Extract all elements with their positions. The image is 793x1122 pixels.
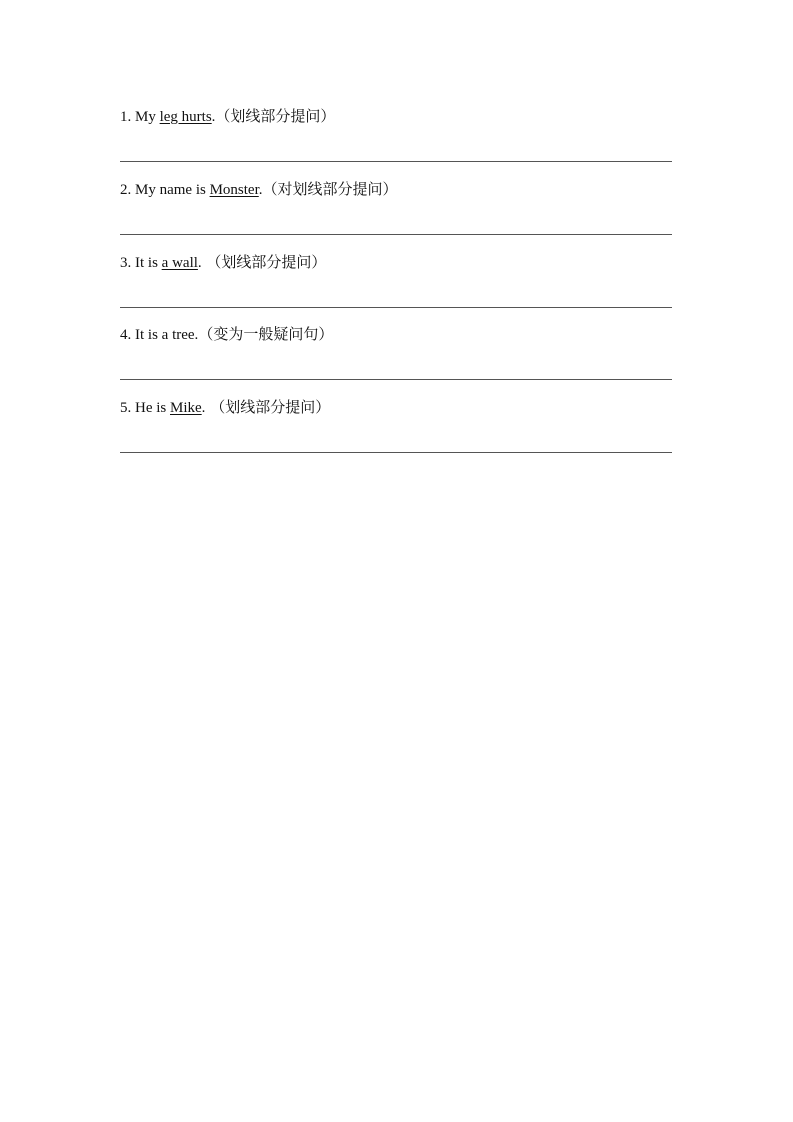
- question-5-answer-line[interactable]: [120, 452, 672, 453]
- question-3-prompt: [120, 252, 672, 273]
- question-2-underlined: Monster: [209, 182, 259, 198]
- question-2-period: .: [258, 182, 263, 198]
- question-4-answer-line[interactable]: [120, 379, 672, 380]
- question-1: [120, 106, 672, 166]
- question-5-instruction: （划线部分提问）: [205, 398, 331, 416]
- question-5-period: .: [201, 400, 206, 416]
- question-1-underlined: leg hurts: [159, 109, 212, 125]
- question-4-instruction: （变为一般疑问句）: [198, 325, 334, 343]
- question-3-text: 3. It is: [120, 255, 162, 271]
- question-5-underlined: Mike: [170, 400, 202, 416]
- question-3-underlined: a wall: [161, 255, 198, 271]
- question-2: [120, 179, 672, 239]
- question-1-text: 1. My: [120, 109, 160, 125]
- question-3: [120, 252, 672, 312]
- question-2-instruction: （对划线部分提问）: [262, 180, 398, 198]
- question-3-period: .: [197, 255, 202, 271]
- question-2-answer-line[interactable]: [120, 234, 672, 235]
- question-4-prompt: [120, 324, 672, 345]
- question-1-instruction: （划线部分提问）: [215, 107, 336, 125]
- question-5: [120, 397, 672, 457]
- question-1-prompt: [120, 106, 672, 127]
- question-3-answer-line[interactable]: [120, 307, 672, 308]
- question-1-answer-line[interactable]: [120, 161, 672, 162]
- question-4: [120, 324, 672, 384]
- question-2-text: 2. My name is: [120, 182, 210, 198]
- question-2-prompt: [120, 179, 672, 200]
- question-3-instruction: （划线部分提问）: [201, 253, 327, 271]
- question-5-prompt: [120, 397, 672, 418]
- question-5-text: 5. He is: [120, 400, 170, 416]
- question-4-text: 4. It is a tree.: [120, 327, 199, 343]
- question-1-period: .: [211, 109, 216, 125]
